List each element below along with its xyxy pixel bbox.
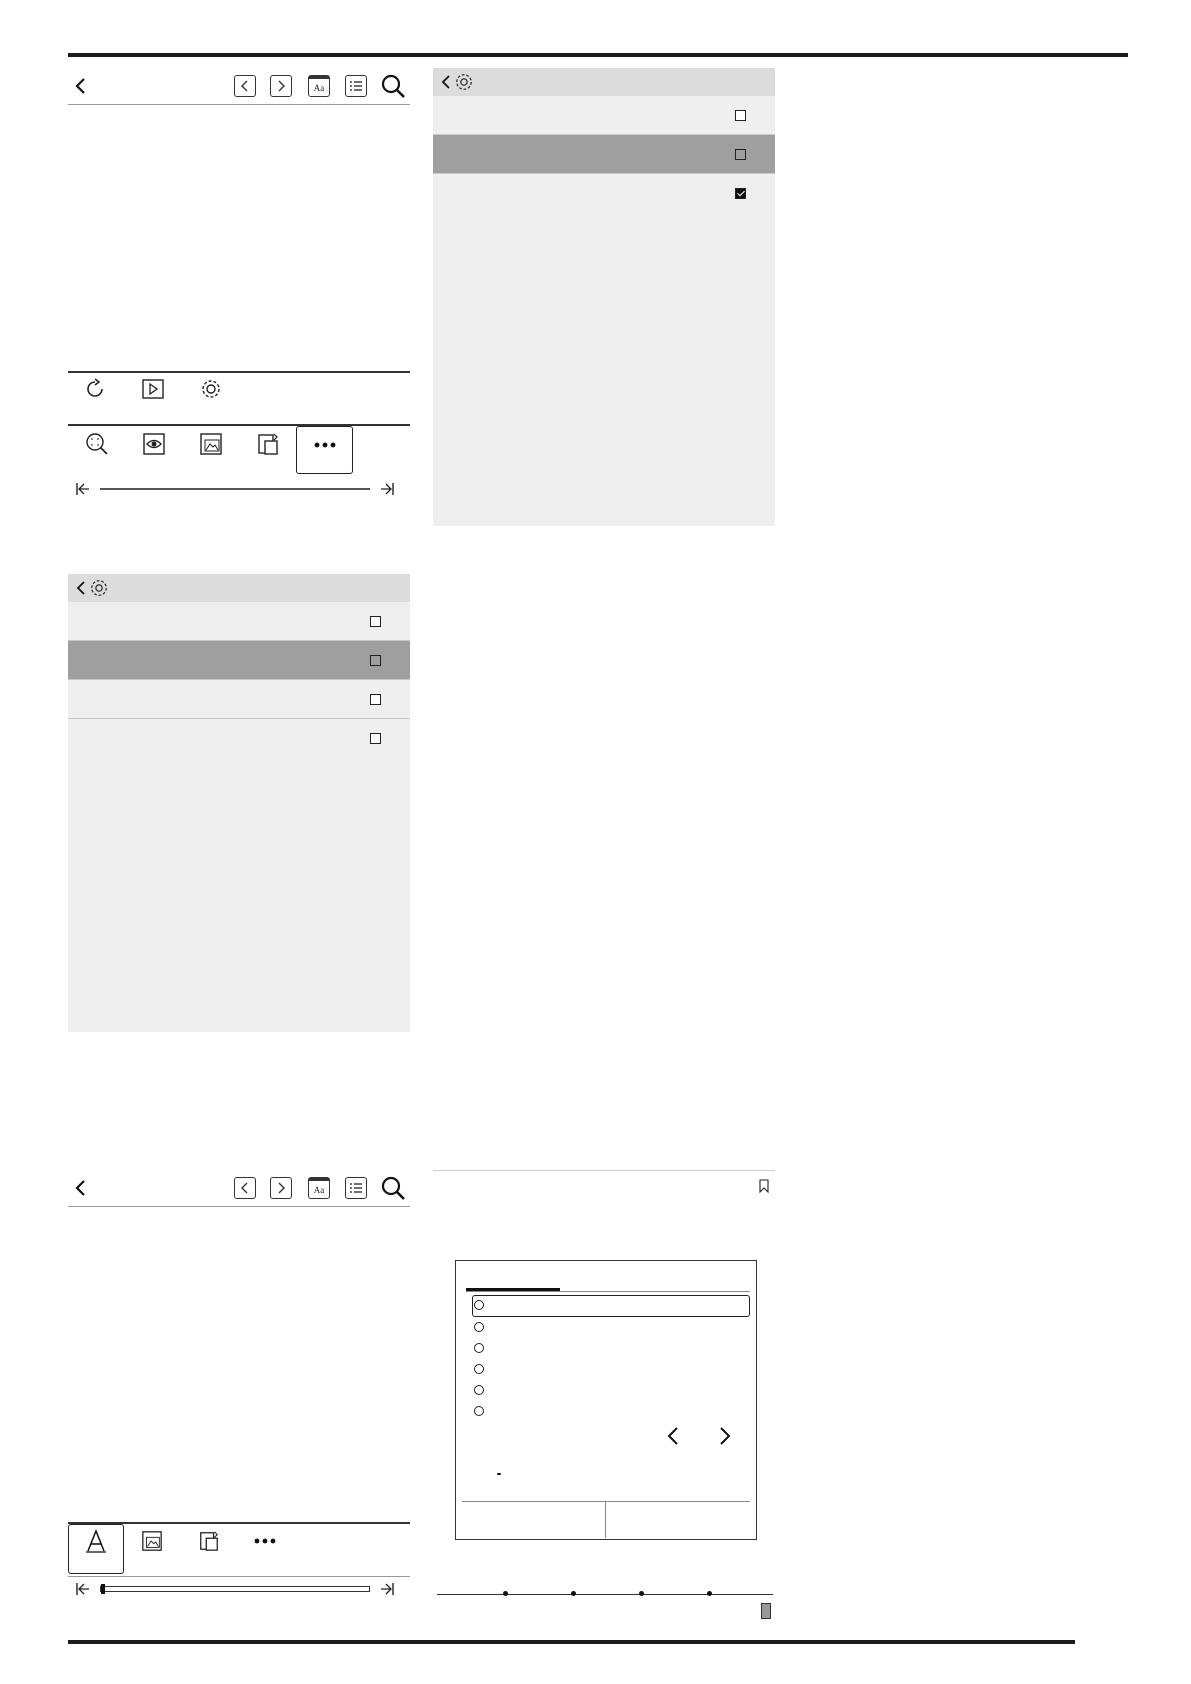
tool-rotate[interactable]: [181, 1524, 237, 1574]
more-dots-icon: [312, 433, 338, 457]
pdf-reader-screen: [68, 68, 410, 526]
font-option[interactable]: [474, 1322, 489, 1332]
radio-icon: [474, 1322, 484, 1332]
setting-row[interactable]: [433, 135, 775, 174]
font-settings-button[interactable]: [308, 1177, 330, 1199]
bottom-rule: [68, 1640, 1075, 1644]
skip-to-end-icon[interactable]: [380, 482, 394, 496]
top-rule: [68, 53, 1128, 57]
list-icon: [349, 79, 363, 93]
zoom-icon: [85, 432, 109, 456]
dialog-tabs: [466, 1269, 748, 1291]
tabs-divider: [466, 1291, 750, 1292]
search-icon[interactable]: [380, 73, 406, 99]
slideshow-icon: [142, 378, 164, 400]
more-dots-icon: [252, 1530, 278, 1552]
selected-font-highlight: [472, 1295, 750, 1317]
slider-track[interactable]: [100, 488, 370, 490]
system-settings-screen: [433, 68, 775, 526]
skip-to-end-icon[interactable]: [380, 1582, 394, 1596]
chevron-left-icon: [240, 1182, 250, 1194]
aa-icon: Aa: [313, 1184, 325, 1195]
toolbar-divider: [68, 371, 410, 373]
top-divider: [433, 1170, 775, 1171]
toolbar-divider: [68, 1576, 410, 1577]
gear-icon: [454, 72, 474, 92]
font-option[interactable]: [474, 1343, 489, 1353]
prev-page-button[interactable]: [234, 75, 256, 97]
search-icon[interactable]: [380, 1175, 406, 1201]
setting-row[interactable]: [68, 641, 410, 680]
ok-button[interactable]: [607, 1502, 751, 1538]
radio-icon: [474, 1343, 484, 1353]
chapter-tick: [571, 1591, 576, 1596]
settings-gear-icon: [200, 378, 222, 400]
chevron-left-icon: [74, 77, 88, 95]
tool-font[interactable]: [68, 1524, 124, 1574]
checkbox[interactable]: [370, 655, 381, 666]
radio-icon: [474, 1385, 484, 1395]
tool-settings[interactable]: [184, 378, 238, 404]
checkbox[interactable]: [735, 149, 746, 160]
chevron-right-icon[interactable]: [718, 1426, 732, 1446]
setting-row[interactable]: [433, 96, 775, 135]
setting-row[interactable]: [68, 719, 410, 758]
toolbar-divider: [68, 424, 410, 426]
bookmark-icon[interactable]: [759, 1179, 769, 1193]
setting-row[interactable]: [68, 680, 410, 719]
chevron-left-icon: [240, 80, 250, 92]
gear-icon: [89, 578, 109, 598]
page-slider[interactable]: [76, 1582, 396, 1596]
toc-button[interactable]: [345, 75, 367, 97]
tools-row: [68, 1524, 293, 1574]
top-tools-row: [68, 378, 238, 404]
font-option[interactable]: [474, 1406, 489, 1416]
setting-row[interactable]: [68, 602, 410, 641]
header-divider: [68, 1206, 410, 1207]
skip-to-start-icon[interactable]: [76, 482, 90, 496]
toc-button[interactable]: [345, 1177, 367, 1199]
tool-zoom[interactable]: [68, 432, 125, 474]
font-settings-button[interactable]: [308, 75, 330, 97]
back-button[interactable]: [74, 77, 96, 95]
battery-icon: [761, 1603, 771, 1619]
aa-icon: Aa: [313, 82, 325, 93]
rotate-icon: [256, 432, 280, 456]
fb2-reader-screen: [68, 1170, 410, 1628]
tab-appearance[interactable]: [560, 1269, 654, 1291]
bottom-tools-row: [68, 432, 354, 474]
list-icon: [349, 1181, 363, 1195]
radio-icon: [474, 1406, 484, 1416]
font-icon: [85, 1529, 107, 1553]
chapter-tick: [503, 1591, 508, 1596]
tool-contrast[interactable]: [124, 1524, 180, 1574]
font-dialog: [455, 1260, 757, 1540]
chapter-tick: [707, 1591, 712, 1596]
chevron-left-icon: [74, 1179, 88, 1197]
book-text: [87, 1210, 390, 1492]
chevron-left-icon[interactable]: [666, 1426, 680, 1446]
next-page-button[interactable]: [270, 75, 292, 97]
skip-to-start-icon[interactable]: [76, 1582, 90, 1596]
tool-contrast[interactable]: [182, 432, 239, 474]
checkbox[interactable]: [370, 694, 381, 705]
back-button[interactable]: [74, 1179, 96, 1197]
eye-path-icon: [142, 432, 166, 456]
refresh-icon: [84, 378, 106, 400]
prev-page-button[interactable]: [234, 1177, 256, 1199]
checkbox-checked[interactable]: [735, 188, 746, 199]
tool-rotate[interactable]: [239, 432, 296, 474]
radio-icon: [474, 1364, 484, 1374]
cancel-button[interactable]: [462, 1502, 606, 1538]
chevron-right-icon: [276, 80, 286, 92]
chevron-left-icon[interactable]: [441, 74, 451, 90]
tool-path[interactable]: [125, 432, 182, 474]
checkbox[interactable]: [735, 110, 746, 121]
chevron-left-icon[interactable]: [76, 580, 86, 596]
pdf-page-text: [114, 104, 358, 366]
statusbar-settings-screen: [68, 574, 410, 1032]
tool-more[interactable]: [237, 1524, 293, 1574]
contrast-image-icon: [199, 432, 223, 456]
next-page-button[interactable]: [270, 1177, 292, 1199]
settings-header: [68, 574, 410, 602]
progress-line: [437, 1594, 773, 1595]
page-slider[interactable]: [76, 482, 396, 496]
slider-track[interactable]: [100, 1586, 370, 1592]
rotate-icon: [198, 1530, 220, 1552]
font-size-option-selected[interactable]: [497, 1473, 501, 1475]
settings-header: [433, 68, 775, 96]
font-option-selected[interactable]: [474, 1300, 489, 1310]
contrast-image-icon: [141, 1530, 163, 1552]
font-size-row: [466, 1459, 750, 1489]
tool-more[interactable]: [296, 426, 353, 474]
font-option[interactable]: [474, 1364, 489, 1374]
chapter-tick: [639, 1591, 644, 1596]
chevron-right-icon: [276, 1182, 286, 1194]
checkbox[interactable]: [370, 616, 381, 627]
font-option[interactable]: [474, 1385, 489, 1395]
tab-font[interactable]: [466, 1269, 560, 1291]
slider-fill: [101, 1584, 105, 1594]
tool-slideshow[interactable]: [126, 378, 180, 404]
radio-icon: [474, 1300, 484, 1310]
tool-refresh[interactable]: [68, 378, 122, 404]
epub-reader-screen: [433, 1170, 775, 1628]
setting-row[interactable]: [433, 174, 775, 213]
checkbox[interactable]: [370, 733, 381, 744]
tab-encoding[interactable]: [654, 1269, 748, 1291]
